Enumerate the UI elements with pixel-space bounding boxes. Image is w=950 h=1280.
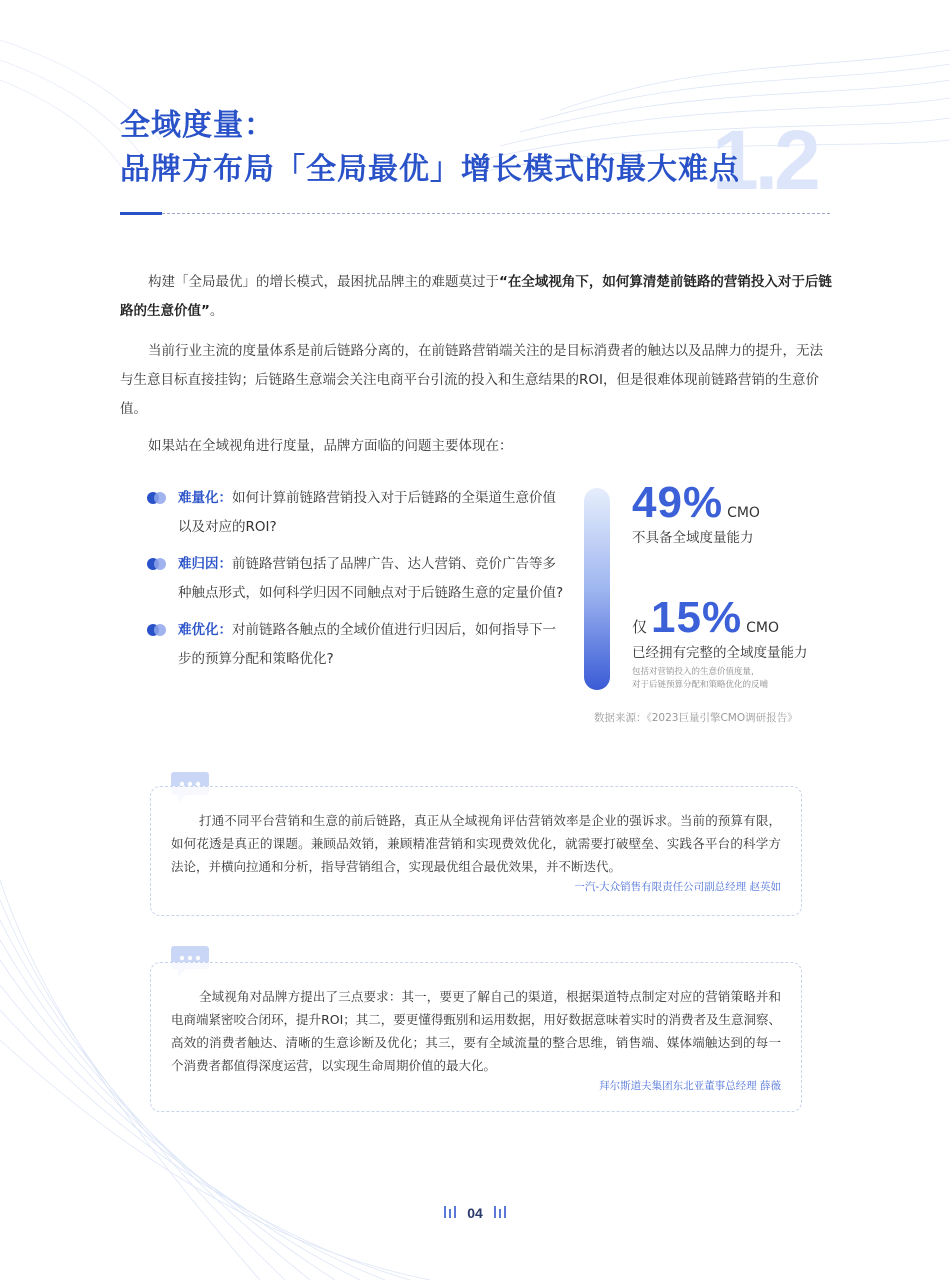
title-line-2: 品牌方布局「全局最优」增长模式的最大难点	[120, 152, 740, 187]
page-number	[0, 1205, 950, 1221]
intro-paragraph-3: 如果站在全域视角进行度量，品牌方面临的问题主要体现在：	[148, 438, 513, 454]
stat1-description: 不具备全域度量能力	[632, 530, 754, 546]
bullet-dot-icon	[147, 558, 167, 570]
page-number-deco-left	[443, 1206, 457, 1218]
stat-gradient-bar	[584, 488, 610, 690]
page-title	[120, 104, 840, 192]
chapter-number: 1.2	[712, 113, 817, 207]
problem-item-attribution	[145, 550, 565, 608]
stat2-value: 15%	[651, 593, 743, 642]
quote-author: 拜尔斯道夫集团东北亚董事总经理 薛薇	[599, 1080, 781, 1092]
title-line-1: 全域度量：	[120, 108, 275, 143]
problem-text: 前链路营销包括了品牌广告、达人营销、竞价广告等多种触点形式，如何科学归因不同触点对于后链路生意的定量价值?	[178, 556, 564, 601]
problem-keyword: 难量化：	[178, 490, 232, 506]
title-divider	[120, 212, 830, 214]
title-divider-dashed	[162, 213, 830, 214]
stat-49-percent	[632, 478, 760, 548]
problem-list	[145, 484, 565, 682]
page-number-value: 04	[467, 1205, 483, 1221]
stat2-note-line2: 对于后链预算分配和策略优化的反哺	[632, 680, 769, 690]
problem-item-quantify	[145, 484, 565, 542]
stat2-description: 已经拥有完整的全域度量能力	[632, 645, 808, 661]
quote-card-1	[150, 786, 802, 916]
intro-paragraph-2: 当前行业主流的度量体系是前后链路分离的，在前链路营销端关注的是目标消费者的触达以及品牌力的提升，无法与生意目标直接挂钩；后链路生意端会关注电商平台引流的投入和生意结果的ROI，但是很难体现前链路营销的生意价值。	[120, 343, 823, 417]
problem-text: 对前链路各触点的全域价值进行归因后，如何指导下一步的预算分配和策略优化?	[178, 622, 556, 667]
bullet-dot-icon	[147, 492, 167, 504]
intro-p1-bold: “在全域视角下，如何算清楚前链路的营销投入对于后链路的生意价值”	[120, 274, 832, 319]
problem-keyword: 难归因：	[178, 556, 232, 572]
stat2-unit: CMO	[746, 620, 779, 636]
stat1-value: 49%	[632, 478, 724, 527]
stat-15-percent	[632, 593, 808, 692]
quote-text: 全域视角对品牌方提出了三点要求：其一，要更了解自己的渠道，根据渠道特点制定对应的营销策略并和电商端紧密咬合闭环，提升ROI；其二，要更懂得甄别和运用数据，用好数据意味着实时的消费者及生意洞察、高效的消费者触达、清晰的生意诊断及优化；其三，要有全域流量的整合思维，销售端、媒体端触达到的每一个消费者都值得深度运营，以实现生命周期价值的最大化。	[171, 989, 781, 1073]
data-source: 数据来源：《2023巨量引擎CMO调研报告》	[594, 712, 798, 724]
intro-paragraph-1	[120, 268, 832, 326]
intro-p1-suffix: 。	[209, 303, 224, 319]
quote-card-2	[150, 962, 802, 1112]
title-divider-accent	[120, 212, 162, 215]
quote-author: 一汽-大众销售有限责任公司副总经理 赵英如	[574, 881, 781, 893]
stat1-unit: CMO	[727, 505, 760, 521]
stat2-note-line1: 包括对营销投入的生意价值度量，	[632, 667, 760, 677]
problem-keyword: 难优化：	[178, 622, 232, 638]
problem-text: 如何计算前链路营销投入对于后链路的全渠道生意价值以及对应的ROI?	[178, 490, 556, 535]
bullet-dot-icon	[147, 624, 167, 636]
stat2-prefix: 仅	[632, 618, 648, 636]
problem-item-optimize	[145, 616, 565, 674]
page-number-deco-right	[493, 1206, 507, 1218]
intro-p1-prefix: 构建「全局最优」的增长模式，最困扰品牌主的难题莫过于	[148, 274, 499, 290]
quote-text: 打通不同平台营销和生意的前后链路，真正从全域视角评估营销效率是企业的强诉求。当前的预算有限，如何花透是真正的课题。兼顾品效销，兼顾精准营销和实现费效优化，就需要打破壁垒、实践各平台的科学方法论，并横向拉通和分析，指导营销组合，实现最优组合最优效果，并不断迭代。	[171, 813, 781, 874]
